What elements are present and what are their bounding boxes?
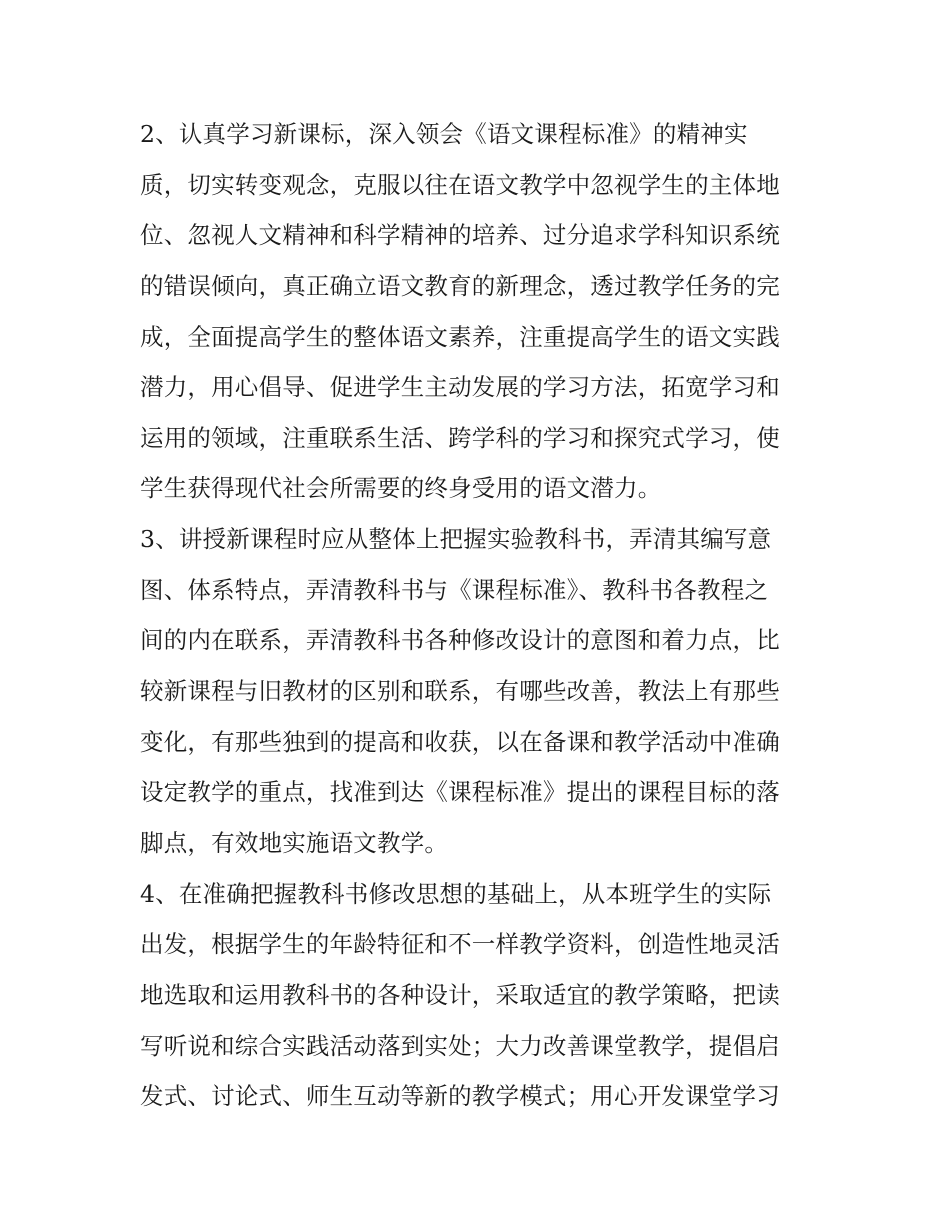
text-line-6: 潜力，用心倡导、促进学生主动发展的学习方法，拓宽学习和 — [140, 373, 780, 402]
text-line-20: 发式、讨论式、师生互动等新的教学模式；用心开发课堂学习 — [140, 1082, 780, 1111]
text-line-13: 变化，有那些独到的提高和收获，以在备课和教学活动中准确 — [140, 727, 780, 756]
text-line-5: 成，全面提高学生的整体语文素养，注重提高学生的语文实践 — [140, 322, 780, 351]
text-line-4: 的错误倾向，真正确立语文教育的新理念，透过教学任务的完 — [140, 271, 780, 300]
text-line-11: 间的内在联系，弄清教科书各种修改设计的意图和着力点，比 — [140, 626, 780, 655]
text-line-7: 运用的领域，注重联系生活、跨学科的学习和探究式学习，使 — [140, 423, 780, 452]
text-line-2: 质，切实转变观念，克服以往在语文教学中忽视学生的主体地 — [140, 170, 780, 199]
text-line-19: 写听说和综合实践活动落到实处；大力改善课堂教学，提倡启 — [140, 1031, 780, 1060]
text-line-8: 学生获得现代社会所需要的终身受用的语文潜力。 — [140, 474, 662, 503]
text-line-15: 脚点，有效地实施语文教学。 — [140, 828, 449, 857]
text-line-14: 设定教学的重点，找准到达《课程标准》提出的课程目标的落 — [140, 778, 780, 807]
text-line-1: 2、认真学习新课标，深入领会《语文课程标准》的精神实 — [140, 120, 748, 148]
text-line-12: 较新课程与旧教材的区别和联系，有哪些改善，教法上有那些 — [140, 677, 780, 706]
text-line-3: 位、忽视人文精神和科学精神的培养、过分追求学科知识系统 — [140, 221, 780, 250]
text-line-9: 3、讲授新课程时应从整体上把握实验教科书，弄清其编写意 — [140, 525, 772, 554]
text-line-17: 出发，根据学生的年龄特征和不一样教学资料，创造性地灵活 — [140, 930, 780, 959]
text-line-18: 地选取和运用教科书的各种设计，采取适宜的教学策略，把读 — [140, 980, 780, 1009]
text-line-10: 图、体系特点，弄清教科书与《课程标准》、教科书各教程之 — [140, 575, 769, 604]
body-text — [140, 109, 820, 1122]
text-line-16: 4、在准确把握教科书修改思想的基础上，从本班学生的实际 — [140, 879, 772, 908]
